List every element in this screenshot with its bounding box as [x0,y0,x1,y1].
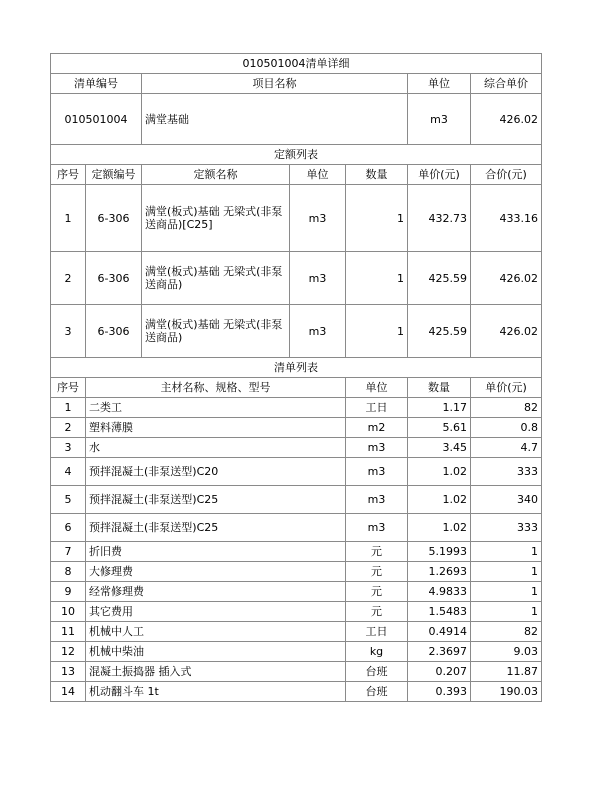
material-seq: 9 [51,582,86,602]
quota-header-row [51,165,542,185]
material-seq: 10 [51,602,86,622]
material-row [51,418,542,438]
material-name: 其它费用 [86,602,346,622]
material-qty: 1.02 [408,486,471,514]
material-name: 大修理费 [86,562,346,582]
material-seq: 12 [51,642,86,662]
quota-row [51,185,542,252]
material-row [51,514,542,542]
material-unit: 元 [346,542,408,562]
material-section-title: 清单列表 [51,358,542,378]
quota-name: 满堂(板式)基础 无梁式(非泵送商品) [142,305,290,358]
material-qty: 4.9833 [408,582,471,602]
bill-name-header: 项目名称 [142,74,408,94]
material-row [51,622,542,642]
material-qty: 0.393 [408,682,471,702]
material-price: 82 [471,398,542,418]
quota-unit: m3 [290,252,346,305]
material-qty: 0.207 [408,662,471,682]
quota-price: 432.73 [408,185,471,252]
material-price: 1 [471,582,542,602]
material-seq: 8 [51,562,86,582]
material-seq: 4 [51,458,86,486]
quota-unit: m3 [290,305,346,358]
material-price: 0.8 [471,418,542,438]
quota-seq: 2 [51,252,86,305]
material-row [51,398,542,418]
material-name: 预拌混凝土(非泵送型)C25 [86,486,346,514]
material-price: 4.7 [471,438,542,458]
material-price: 82 [471,622,542,642]
material-unit: 台班 [346,662,408,682]
bill-unit: m3 [408,94,471,145]
bill-unit-header: 单位 [408,74,471,94]
quota-price-header: 单价(元) [408,165,471,185]
material-row [51,542,542,562]
material-seq-header: 序号 [51,378,86,398]
material-rows [51,398,542,702]
material-unit: m3 [346,486,408,514]
bill-header-row [51,74,542,94]
material-price: 1 [471,602,542,622]
material-seq: 5 [51,486,86,514]
quota-code: 6-306 [86,305,142,358]
quota-row [51,252,542,305]
quota-total: 426.02 [471,305,542,358]
material-qty: 1.17 [408,398,471,418]
material-price-header: 单价(元) [471,378,542,398]
material-qty: 1.02 [408,514,471,542]
bill-unit-price: 426.02 [471,94,542,145]
material-price: 333 [471,514,542,542]
quota-total: 433.16 [471,185,542,252]
quota-seq-header: 序号 [51,165,86,185]
material-row [51,642,542,662]
material-name: 机械中柴油 [86,642,346,662]
material-row [51,682,542,702]
material-name: 机动翻斗车 1t [86,682,346,702]
material-unit: m3 [346,438,408,458]
material-row [51,562,542,582]
material-name: 折旧费 [86,542,346,562]
material-price: 11.87 [471,662,542,682]
material-unit: 工日 [346,398,408,418]
quota-section-title: 定额列表 [51,145,542,165]
quota-qty: 1 [346,305,408,358]
bill-code: 010501004 [51,94,142,145]
material-qty: 2.3697 [408,642,471,662]
quota-name: 满堂(板式)基础 无梁式(非泵送商品)[C25] [142,185,290,252]
quota-qty: 1 [346,185,408,252]
material-unit: m2 [346,418,408,438]
material-row [51,602,542,622]
quota-code: 6-306 [86,185,142,252]
material-row [51,486,542,514]
quota-qty-header: 数量 [346,165,408,185]
material-price: 9.03 [471,642,542,662]
material-seq: 1 [51,398,86,418]
material-seq: 6 [51,514,86,542]
quota-price: 425.59 [408,252,471,305]
material-qty: 1.5483 [408,602,471,622]
bill-detail-table [50,53,542,702]
quota-unit: m3 [290,185,346,252]
quota-total-header: 合价(元) [471,165,542,185]
material-header-row [51,378,542,398]
material-price: 190.03 [471,682,542,702]
material-row [51,458,542,486]
material-price: 333 [471,458,542,486]
quota-total: 426.02 [471,252,542,305]
material-qty: 1.02 [408,458,471,486]
material-row [51,438,542,458]
material-row [51,582,542,602]
material-qty: 3.45 [408,438,471,458]
material-price: 1 [471,562,542,582]
bill-unit-price-header: 综合单价 [471,74,542,94]
quota-price: 425.59 [408,305,471,358]
material-name: 机械中人工 [86,622,346,642]
material-seq: 7 [51,542,86,562]
quota-unit-header: 单位 [290,165,346,185]
bill-name: 满堂基础 [142,94,408,145]
material-seq: 3 [51,438,86,458]
material-unit: 台班 [346,682,408,702]
material-name: 预拌混凝土(非泵送型)C25 [86,514,346,542]
quota-seq: 3 [51,305,86,358]
material-name: 二类工 [86,398,346,418]
material-name: 预拌混凝土(非泵送型)C20 [86,458,346,486]
material-unit: kg [346,642,408,662]
quota-name-header: 定额名称 [142,165,290,185]
material-name: 塑料薄膜 [86,418,346,438]
material-qty: 1.2693 [408,562,471,582]
quota-seq: 1 [51,185,86,252]
material-name: 水 [86,438,346,458]
material-name: 混凝土振捣器 插入式 [86,662,346,682]
bill-code-header: 清单编号 [51,74,142,94]
material-seq: 11 [51,622,86,642]
material-unit: m3 [346,514,408,542]
quota-row [51,305,542,358]
material-name-header: 主材名称、规格、型号 [86,378,346,398]
quota-code: 6-306 [86,252,142,305]
material-price: 1 [471,542,542,562]
quota-qty: 1 [346,252,408,305]
material-unit: m3 [346,458,408,486]
material-qty: 0.4914 [408,622,471,642]
material-qty: 5.61 [408,418,471,438]
quota-code-header: 定额编号 [86,165,142,185]
bill-row [51,94,542,145]
material-unit: 元 [346,582,408,602]
material-qty: 5.1993 [408,542,471,562]
table-title: 010501004清单详细 [51,54,542,74]
material-price: 340 [471,486,542,514]
material-unit: 元 [346,562,408,582]
material-row [51,662,542,682]
material-seq: 13 [51,662,86,682]
material-seq: 14 [51,682,86,702]
material-unit-header: 单位 [346,378,408,398]
material-unit: 元 [346,602,408,622]
material-qty-header: 数量 [408,378,471,398]
quota-name: 满堂(板式)基础 无梁式(非泵送商品) [142,252,290,305]
material-name: 经常修理费 [86,582,346,602]
material-unit: 工日 [346,622,408,642]
material-seq: 2 [51,418,86,438]
